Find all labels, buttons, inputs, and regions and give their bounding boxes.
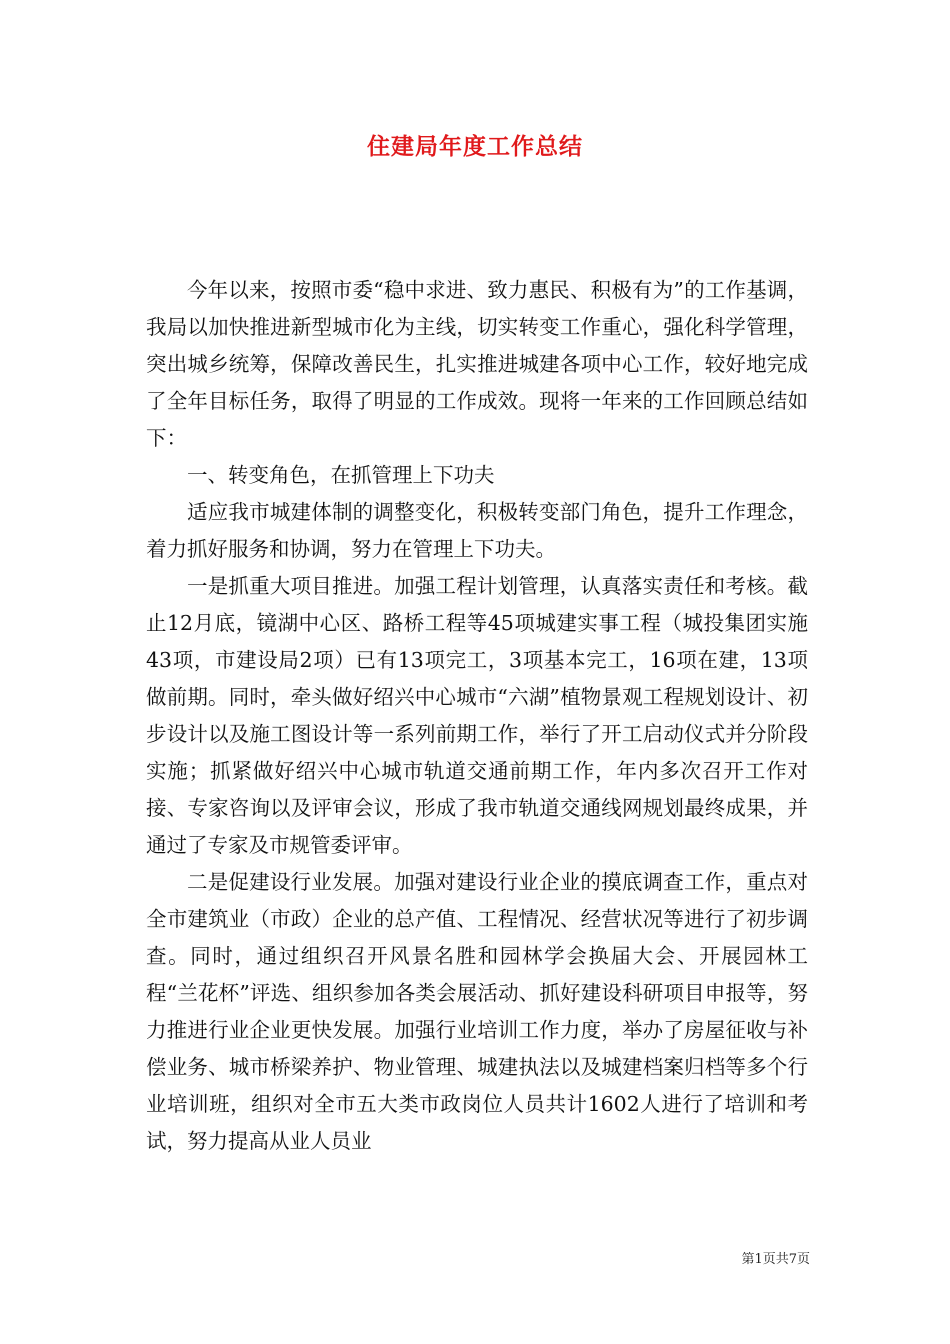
page-footer: 第1页共7页 xyxy=(741,1252,810,1267)
page-title: 住建局年度工作总结 xyxy=(367,133,583,160)
document-body xyxy=(146,272,808,1160)
paragraph-major-projects: 一是抓重大项目推进。加强工程计划管理，认真落实责任和考核。截止12月底，镜湖中心区、路桥工程等45项城建实事工程（城投集团实施43项，市建设局2项）已有13项完工，3项基本完工，16项在建，13项做前期。同时，牵头做好绍兴中心城市“六湖”植物景观工程规划设计、初步设计以及施工图设计等一系列前期工作，举行了开工启动仪式并分阶段实施；抓紧做好绍兴中心城市轨道交通前期工作，年内多次召开工作对接、专家咨询以及评审会议，形成了我市轨道交通线网规划最终成果，并通过了专家及市规管委评审。 xyxy=(146,574,808,857)
paragraph-section-1-intro: 适应我市城建体制的调整变化，积极转变部门角色，提升工作理念，着力抓好服务和协调，努力在管理上下功夫。 xyxy=(146,500,808,561)
section-heading-1: 一、转变角色，在抓管理上下功夫 xyxy=(187,463,495,487)
paragraph-intro: 今年以来，按照市委“稳中求进、致力惠民、积极有为”的工作基调，我局以加快推进新型城市化为主线，切实转变工作重心，强化科学管理，突出城乡统筹，保障改善民生，扎实推进城建各项中心工作，较好地完成了全年目标任务，取得了明显的工作成效。现将一年来的工作回顾总结如下： xyxy=(146,278,808,450)
paragraph-industry-development: 二是促建设行业发展。加强对建设行业企业的摸底调查工作，重点对全市建筑业（市政）企业的总产值、工程情况、经营状况等进行了初步调查。同时，通过组织召开风景名胜和园林学会换届大会、开展园林工程“兰花杯”评选、组织参加各类会展活动、抓好建设科研项目申报等，努力推进行业企业更快发展。加强行业培训工作力度，举办了房屋征收与补偿业务、城市桥梁养护、物业管理、城建执法以及城建档案归档等多个行业培训班，组织对全市五大类市政岗位人员共计1602人进行了培训和考试，努力提高从业人员业 xyxy=(146,870,808,1153)
